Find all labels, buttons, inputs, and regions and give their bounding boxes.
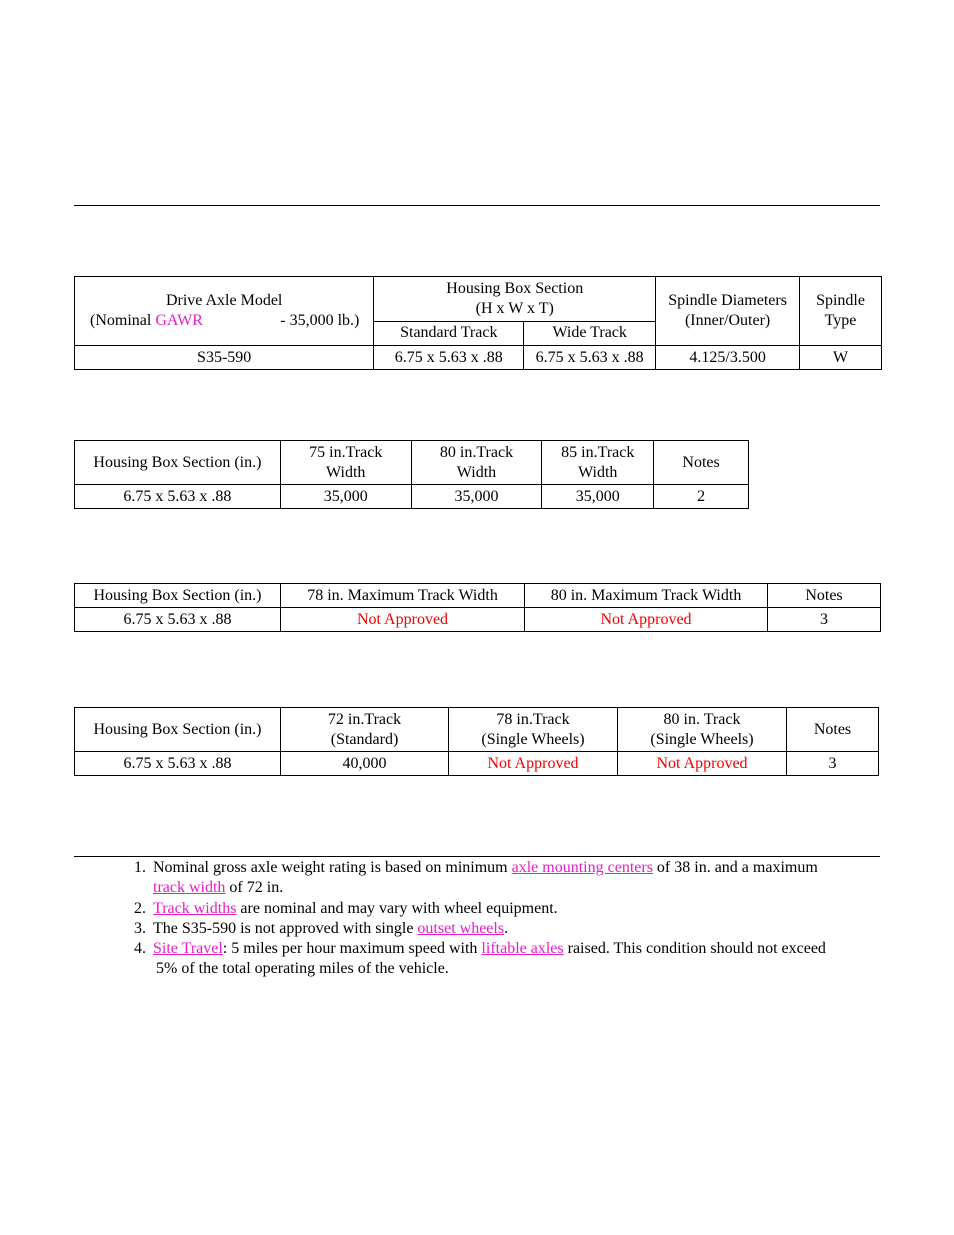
cell-78-status: Not Approved xyxy=(281,608,525,632)
cell-notes: 2 xyxy=(654,485,749,509)
cell-75: 35,000 xyxy=(280,485,411,509)
header-notes: Notes xyxy=(787,708,879,752)
site-travel-link[interactable]: Site Travel xyxy=(153,940,223,958)
footnotes-list xyxy=(134,858,880,980)
cell-78-status: Not Approved xyxy=(449,752,618,776)
cell-wide: 6.75 x 5.63 x .88 xyxy=(524,346,656,370)
header-housing: Housing Box Section (in.) xyxy=(75,584,281,608)
header-spindle-type: Spindle Type xyxy=(800,277,882,346)
header-80-max-track: 80 in. Maximum Track Width xyxy=(525,584,768,608)
header-notes: Notes xyxy=(768,584,881,608)
outset-wheels-link[interactable]: outset wheels xyxy=(417,919,505,937)
track-width-link[interactable]: track width xyxy=(153,879,226,897)
cell-standard: 6.75 x 5.63 x .88 xyxy=(374,346,524,370)
maximum-track-width-table xyxy=(74,583,881,632)
header-notes: Notes xyxy=(654,441,749,485)
axle-spec-table xyxy=(74,276,882,370)
cell-diameters: 4.125/3.500 xyxy=(656,346,800,370)
header-80-track: 80 in. Track (Single Wheels) xyxy=(618,708,787,752)
header-78-track: 78 in.Track (Single Wheels) xyxy=(449,708,618,752)
liftable-axles-link[interactable]: liftable axles xyxy=(481,940,564,958)
header-78-max-track: 78 in. Maximum Track Width xyxy=(281,584,525,608)
header-standard-track: Standard Track xyxy=(374,321,524,345)
header-72-track: 72 in.Track (Standard) xyxy=(281,708,449,752)
footnote-3: 3. The S35-590 is not approved with single outset wheels. xyxy=(134,919,509,937)
cell-80-status: Not Approved xyxy=(525,608,768,632)
top-rule xyxy=(74,205,880,206)
header-spindle-diameters: Spindle Diameters (Inner/Outer) xyxy=(656,277,800,346)
cell-80-status: Not Approved xyxy=(618,752,787,776)
gawr-link[interactable]: GAWR xyxy=(155,312,203,329)
cell-80: 35,000 xyxy=(411,485,542,509)
cell-notes: 3 xyxy=(768,608,881,632)
notes-rule xyxy=(74,856,880,857)
cell-housing: 6.75 x 5.63 x .88 xyxy=(75,608,281,632)
footnote-4: 4. Site Travel: 5 miles per hour maximum speed with liftable axles raised. This condition should not exceed 5% of the total operating miles of the vehicle. xyxy=(134,940,826,978)
cell-housing: 6.75 x 5.63 x .88 xyxy=(75,485,281,509)
cell-72: 40,000 xyxy=(281,752,449,776)
cell-85: 35,000 xyxy=(542,485,654,509)
cell-type: W xyxy=(800,346,882,370)
header-drive-axle-model: Drive Axle Model (Nominal GAWR - 35,000 lb.) xyxy=(75,277,374,346)
track-width-rating-table xyxy=(74,440,749,509)
header-wide-track: Wide Track xyxy=(524,321,656,345)
cell-housing: 6.75 x 5.63 x .88 xyxy=(75,752,281,776)
header-75-track: 75 in.Track Width xyxy=(280,441,411,485)
header-housing-box-section: Housing Box Section (H x W x T) xyxy=(374,277,656,322)
header-85-track: 85 in.Track Width xyxy=(542,441,654,485)
footnote-1: 1. Nominal gross axle weight rating is based on minimum axle mounting centers of 38 in. and a maximum track width of 72 in. xyxy=(134,859,818,897)
axle-mounting-centers-link[interactable]: axle mounting centers xyxy=(511,859,653,876)
track-widths-link[interactable]: Track widths xyxy=(153,899,237,917)
header-80-track: 80 in.Track Width xyxy=(411,441,542,485)
cell-notes: 3 xyxy=(787,752,879,776)
header-housing: Housing Box Section (in.) xyxy=(75,708,281,752)
footnote-2: 2. Track widths are nominal and may vary with wheel equipment. xyxy=(134,899,558,917)
header-housing: Housing Box Section (in.) xyxy=(75,441,281,485)
single-wheel-track-table xyxy=(74,707,879,776)
cell-model: S35-590 xyxy=(75,346,374,370)
